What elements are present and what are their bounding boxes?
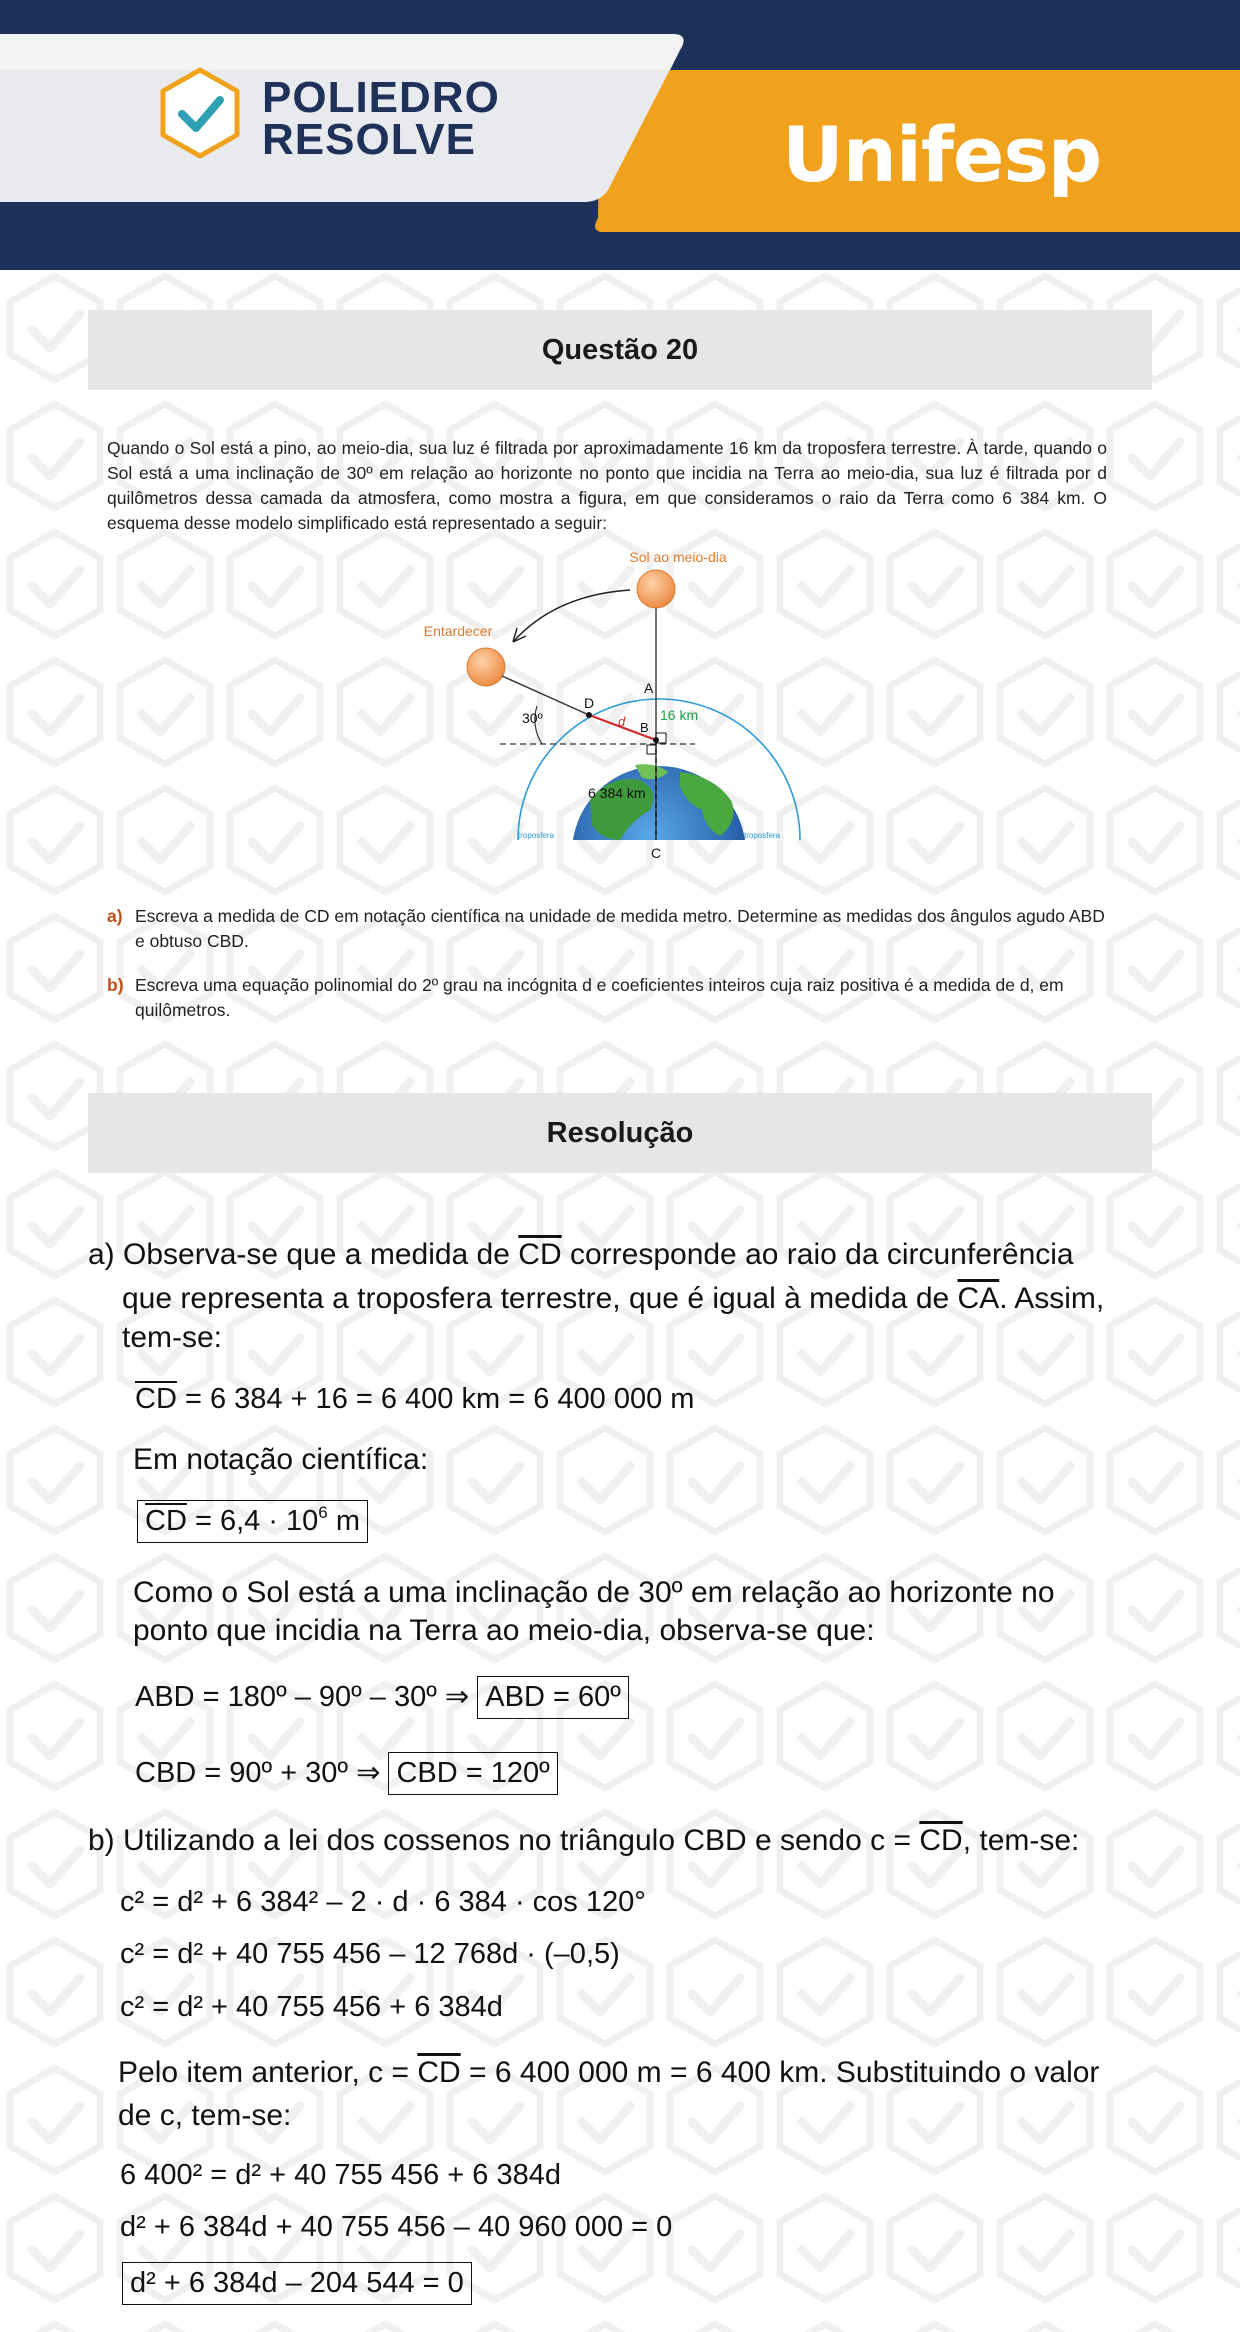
abd-result: ABD = 60º bbox=[477, 1676, 629, 1719]
brand-name-line1: POLIEDRO bbox=[262, 73, 500, 122]
resolution-title: Resolução bbox=[546, 1116, 694, 1149]
question-title: Questão 20 bbox=[541, 333, 699, 366]
item-a-text: Escreva a medida de CD em notação científica na unidade de medida metro. Determine as medidas dos ângulos agudo ABD e obtuso CBD. bbox=[135, 906, 1105, 951]
label-point-a: A bbox=[644, 680, 654, 696]
item-b-label: b) bbox=[107, 975, 124, 995]
label-point-d: D bbox=[584, 695, 595, 711]
angle-text-line1: Como o Sol está a uma inclinação de 30º em relação ao horizonte no bbox=[133, 1576, 1055, 1609]
label-sunset: Entardecer bbox=[423, 623, 493, 639]
sci-label: Em notação científica: bbox=[133, 1443, 429, 1476]
question-statement: Quando o Sol está a pino, ao meio-dia, sua luz é filtrada por aproximadamente 16 km da troposfera terrestre. À tarde, quando o Sol está a uma inclinação de 30º em relação ao horizonte no ponto que incidia na Terra ao meio-dia, sua luz é filtrada por d quilômetros dessa camada da atmosfera, como mostra a figura, em que consideramos o raio da Terra como 6 384 km. O esquema desse modelo simplificado está representado a seguir: bbox=[107, 438, 1107, 533]
label-troposphere-right: troposfera bbox=[744, 831, 781, 840]
eq-law1: c² = d² + 6 384² – 2 · d · 6 384 · cos 120° bbox=[120, 1886, 646, 1918]
label-point-c: C bbox=[650, 845, 662, 861]
segment-cd: $\overline{CD}$ bbox=[518, 1238, 562, 1271]
resolution-title-bar bbox=[88, 1093, 1152, 1173]
sub-line2: de c, tem-se: bbox=[118, 2099, 292, 2132]
res-b-seg: $\overline{CD}$ bbox=[919, 1824, 963, 1857]
abd-eq: ABD = 180º – 90º – 30º ⇒ bbox=[135, 1681, 470, 1713]
res-a-text1b: corresponde ao raio da circunferência bbox=[569, 1238, 1074, 1271]
label-radius: 6 384 km bbox=[588, 785, 646, 801]
label-troposphere-left: troposfera bbox=[518, 831, 555, 840]
final-result: d² + 6 384d – 204 544 = 0 bbox=[122, 2262, 472, 2305]
sun-sunset bbox=[467, 648, 505, 686]
res-b-label: b) bbox=[88, 1824, 115, 1857]
eq-abd bbox=[135, 1676, 629, 1719]
label-sun-noon: Sol ao meio-dia bbox=[629, 549, 727, 565]
header-banner bbox=[0, 0, 1240, 270]
angle-text-line2: ponto que incidia na Terra ao meio-dia, observa-se que: bbox=[133, 1614, 875, 1647]
res-b-intro bbox=[88, 1821, 1079, 1860]
eq-law2: c² = d² + 40 755 456 – 12 768d · (–0,5) bbox=[120, 1938, 620, 1970]
eq-law3: c² = d² + 40 755 456 + 6 384d bbox=[120, 1991, 503, 2023]
sci-exp: 6 bbox=[318, 1503, 328, 1522]
question-item-a bbox=[107, 904, 1107, 954]
eq-cbd bbox=[135, 1752, 558, 1795]
res-a-text1: Observa-se que a medida de bbox=[123, 1238, 510, 1271]
exam-name: Unifesp bbox=[782, 110, 1102, 199]
question-item-b bbox=[107, 973, 1107, 1023]
item-b-text: Escreva uma equação polinomial do 2º grau na incógnita d e coeficientes inteiros cuja raiz positiva é a medida de d, em quilômetros. bbox=[135, 975, 1064, 1020]
sub-seg: $\overline{CD}$ bbox=[417, 2056, 461, 2089]
res-b-text: Utilizando a lei dos cossenos no triângulo CBD e sendo c = bbox=[123, 1824, 911, 1857]
label-point-b: B bbox=[640, 720, 649, 735]
eq-final2: d² + 6 384d + 40 755 456 – 40 960 000 = 0 bbox=[120, 2211, 673, 2243]
sub-post: = 6 400 000 m = 6 400 km. Substituindo o valor bbox=[460, 2056, 1100, 2089]
question-title-bar bbox=[88, 310, 1152, 390]
label-angle: 30º bbox=[522, 710, 543, 726]
label-thickness: 16 km bbox=[660, 707, 699, 723]
eq-final3 bbox=[122, 2262, 472, 2305]
sci-unit: m bbox=[327, 1505, 360, 1537]
segment-ca: $\overline{CA}$ bbox=[957, 1282, 1000, 1315]
res-a-line1 bbox=[88, 1235, 1074, 1274]
sub-pre: Pelo item anterior, c = bbox=[118, 2056, 409, 2089]
res-a-text2b: . Assim, bbox=[999, 1282, 1105, 1315]
sci-seg: $\overline{CD}$ bbox=[145, 1505, 187, 1537]
res-a-line3: tem-se: bbox=[122, 1321, 223, 1354]
sci-mid: = 6,4 · 10 bbox=[186, 1505, 319, 1537]
res-a-label: a) bbox=[88, 1238, 115, 1271]
item-a-label: a) bbox=[107, 906, 123, 926]
eq-cd-rest: = 6 384 + 16 = 6 400 km = 6 400 000 m bbox=[176, 1383, 695, 1415]
res-b-text2: , tem-se: bbox=[962, 1824, 1080, 1857]
cbd-result: CBD = 120º bbox=[388, 1752, 557, 1795]
check-badge-icon bbox=[163, 70, 237, 156]
eq-cd-seg: $\overline{CD}$ bbox=[135, 1383, 177, 1415]
eq-cd-value bbox=[135, 1380, 694, 1419]
eq-sci-notation bbox=[137, 1500, 368, 1543]
brand-name-line2: RESOLVE bbox=[262, 115, 477, 164]
cbd-eq: CBD = 90º + 30º ⇒ bbox=[135, 1757, 381, 1789]
eq-final1: 6 400² = d² + 40 755 456 + 6 384d bbox=[120, 2159, 562, 2191]
earth-diagram bbox=[380, 540, 830, 865]
sun-noon bbox=[637, 570, 675, 608]
res-a-text2: que representa a troposfera terrestre, que é igual à medida de bbox=[122, 1282, 950, 1315]
res-a-line2 bbox=[122, 1279, 1104, 1318]
label-d: d bbox=[618, 714, 626, 729]
sub-line1 bbox=[118, 2053, 1099, 2092]
